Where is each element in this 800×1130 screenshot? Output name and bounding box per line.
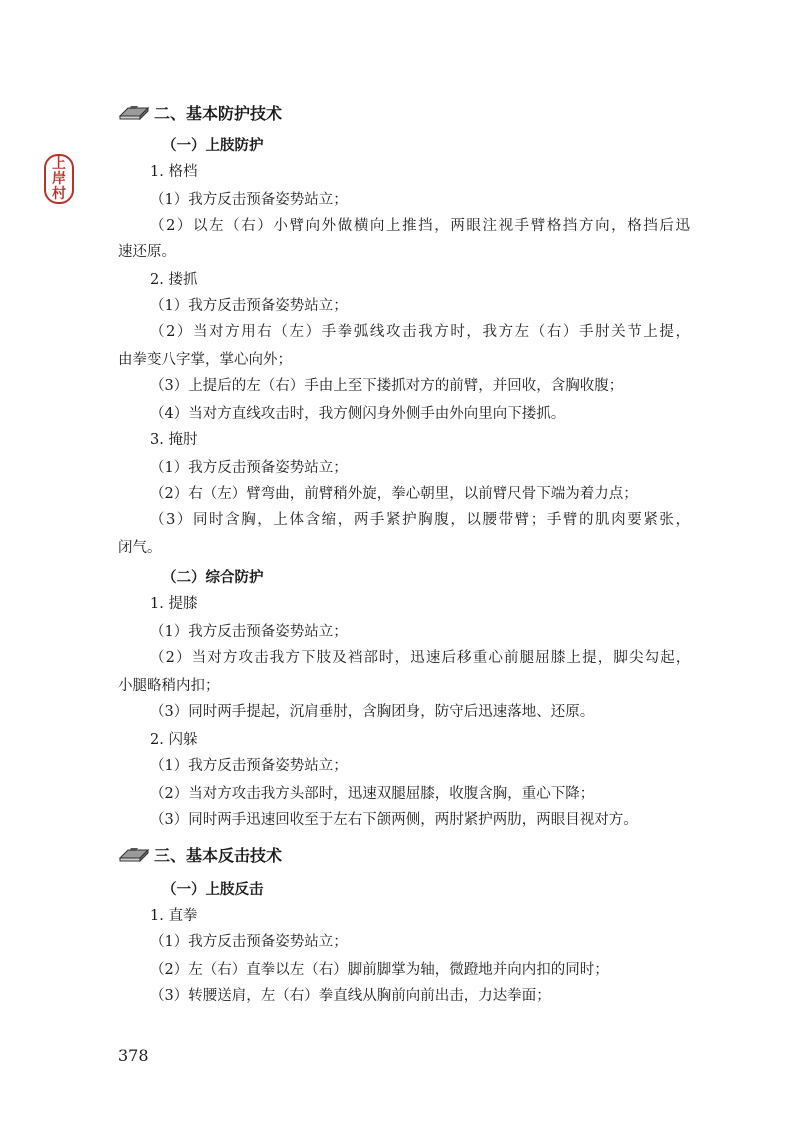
seal-stamp [44,154,74,204]
seal-char: 村 [52,185,66,202]
text-line: 小腿略稍内扣； [118,678,220,694]
seal-char: 岸 [52,170,66,187]
text-line: （2）左（右）直拳以左（右）脚前脚掌为轴，微蹬地并向内扣的同时； [150,962,609,978]
section-title: 三、基本反击技术 [154,845,283,865]
text-line: （1）我方反击预备姿势站立； [150,192,348,208]
text-line: 1. 直拳 [150,908,198,924]
text-line: 2. 闪躲 [150,732,198,748]
text-line: （1）我方反击预备姿势站立； [150,624,348,640]
page-number: 378 [118,1046,149,1065]
text-line: （2）当对方攻击我方下肢及裆部时，迅速后移重心前腿屈膝上提，脚尖勾起， [150,650,690,666]
section-heading-defense [118,100,282,124]
section-title: 二、基本防护技术 [154,103,283,123]
text-line: （2）以左（右）小臂向外做横向上推挡，两眼注视手臂格挡方向，格挡后迅 [150,218,690,234]
text-line: （1）我方反击预备姿势站立； [150,934,348,950]
text-line: （4）当对方直线攻击时，我方侧闪身外侧手由外向里向下搂抓。 [150,406,566,422]
text-line: 1. 提膝 [150,596,198,612]
subsection-heading: （一）上肢防护 [162,138,264,154]
book-icon [118,103,150,121]
text-line: （3）同时两手提起，沉肩垂肘，含胸团身，防守后迅速落地、还原。 [150,704,595,720]
text-line: （3）上提后的左（右）手由上至下搂抓对方的前臂，并回收，含胸收腹； [150,378,624,394]
text-line: 2. 搂抓 [150,272,198,288]
text-line: 由拳变八字掌，掌心向外； [118,352,292,368]
text-line: （3）转腰送肩，左（右）拳直线从胸前向前出击，力达拳面； [150,988,551,1004]
text-line: 1. 格档 [150,164,198,180]
text-line: （3）同时含胸，上体含缩，两手紧护胸腹，以腰带臂；手臂的肌肉要紧张， [150,512,690,528]
text-line: 速还原。 [118,244,176,260]
seal-char: 上 [52,155,66,172]
text-line: （1）我方反击预备姿势站立； [150,298,348,314]
subsection-heading: （二）综合防护 [162,570,264,586]
text-line: 闭气。 [118,540,162,556]
subsection-heading: （一）上肢反击 [162,882,264,898]
text-line: （1）我方反击预备姿势站立； [150,460,348,476]
text-line: （2）当对方攻击我方头部时，迅速双腿屈膝，收腹含胸，重心下降； [150,786,595,802]
text-line: （3）同时两手迅速回收至于左右下颌两侧，两肘紧护两肋，两眼目视对方。 [150,812,638,828]
section-heading-counter [118,842,282,866]
text-line: （1）我方反击预备姿势站立； [150,758,348,774]
text-line: （2）右（左）臂弯曲，前臂稍外旋，拳心朝里，以前臂尺骨下端为着力点； [150,486,638,502]
book-icon [118,845,150,863]
text-line: 3. 掩肘 [150,432,198,448]
text-line: （2）当对方用右（左）手拳弧线攻击我方时，我方左（右）手肘关节上提， [150,324,690,340]
